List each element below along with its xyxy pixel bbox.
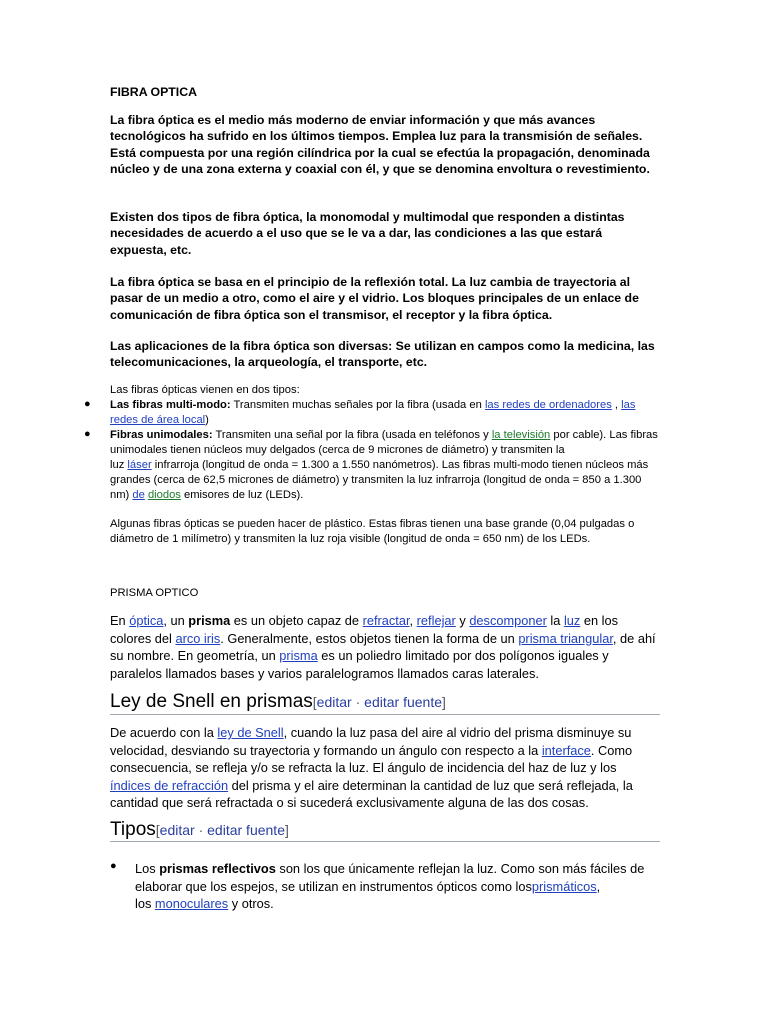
edit-source-link[interactable]: editar fuente: [207, 822, 285, 838]
tipos-t2: ,: [596, 878, 601, 894]
link-luz[interactable]: luz: [563, 613, 581, 628]
edit-separator: ·: [194, 822, 208, 838]
link-las[interactable]: las: [621, 399, 636, 411]
link-laser[interactable]: láser: [127, 459, 152, 471]
bullet-2-t6: emisores de luz (LEDs).: [180, 489, 304, 501]
edit-source-link[interactable]: editar fuente: [364, 694, 442, 710]
bullet-dot-icon: ●: [84, 428, 91, 440]
edit-close-bracket: ]: [284, 822, 289, 838]
bullet-dot-icon: ●: [84, 398, 91, 410]
fibra-p1-text: La fibra óptica es el medio más moderno de enviar información y que más avances tecnológicos ha sufrido en los últimos tiempos. Emplea luz para la transmisión de señales. Está compuesta por una región cilíndrica por la cual se efectúa la propagación, denominada núcleo y de una zona externa y coaxial con él, y que se denomina envoltura o revestimiento.: [110, 113, 650, 177]
link-ley-de-snell[interactable]: ley de Snell: [217, 725, 284, 740]
fibra-paragraph-2: [110, 209, 658, 258]
link-monoculares[interactable]: monoculares: [154, 896, 229, 912]
section-title-prisma: [110, 586, 658, 601]
link-redes-area-local[interactable]: redes de área local: [110, 414, 206, 426]
link-reflejar[interactable]: reflejar: [416, 613, 456, 628]
plastic-paragraph: [110, 517, 658, 547]
prisma-t4: y: [455, 613, 470, 628]
link-indices-refraccion[interactable]: índices de refracción: [110, 777, 229, 793]
prisma-t1: , un: [163, 613, 189, 628]
tipos-heading-text: Tipos: [110, 819, 156, 840]
tipos-t4: y otros.: [228, 896, 274, 912]
bullet-1-t1: Transmiten muchas señales por la fibra (usada en: [230, 399, 485, 411]
types-intro: [110, 383, 658, 398]
edit-open-bracket: [: [155, 822, 160, 838]
bullet-2-t4: infrarroja (longitud de onda = 1.300 a 1.550 nanómetros). Las fibras multi-modo tienen núcleos más grandes (cerca de 62,5 micrones de diámetro) y transmiten la luz infrarroja (longitud de onda = 850 a 1.300 nm): [110, 459, 649, 501]
link-optica[interactable]: óptica: [129, 613, 164, 628]
snell-t0: De acuerdo con la: [110, 725, 218, 740]
link-diodos[interactable]: diodos: [147, 489, 181, 501]
tipos-t3: los: [135, 896, 155, 912]
edit-open-bracket: [: [312, 694, 317, 710]
fibra-paragraph-1: [110, 112, 658, 178]
bullet-2-bold: Fibras unimodales:: [110, 429, 213, 441]
bullet-2-t2: por cable). Las fibras unimodales tienen núcleos muy delgados (cerca de 9 micrones de diámetro) y transmiten la: [110, 429, 658, 456]
link-prisma[interactable]: prisma: [279, 648, 318, 664]
link-prisma-triangular[interactable]: prisma triangular: [518, 630, 613, 646]
edit-separator: ·: [351, 694, 365, 710]
tipos-t1: son los que únicamente reflejan la luz. Como son más fáciles de elaborar que los espejos, se utilizan en instrumentos ópticos como los: [135, 861, 645, 894]
tipos-bold: prismas reflectivos: [159, 861, 276, 876]
fibra-p2-text: Existen dos tipos de fibra óptica, la monomodal y multimodal que responden a distintas necesidades de acuerdo a el uso que se le va a dar, las condiciones a las que estará expuesta, etc.: [110, 210, 625, 257]
link-descomponer[interactable]: descomponer: [469, 613, 547, 628]
heading-divider: [110, 841, 660, 842]
bullet-1-text: [110, 398, 658, 428]
snell-heading: [110, 690, 670, 714]
bullet-2-text: [110, 428, 658, 503]
heading-ley-de-snell: [110, 690, 670, 714]
snell-t2: . Como consecuencia, se refleja y/o se refracta la luz. El ángulo de incidencia del haz de luz y los: [110, 742, 633, 776]
types-intro-text: Las fibras ópticas vienen en dos tipos:: [110, 384, 300, 396]
edit-link[interactable]: editar: [159, 822, 195, 838]
snell-paragraph: [110, 724, 658, 812]
link-refractar[interactable]: refractar: [362, 613, 410, 628]
prisma-t9: es un poliedro limitado por dos polígonos iguales y paralelos llamados bases y varios paralelogramos llamados caras laterales.: [110, 648, 609, 681]
prisma-t8: , de ahí su nombre. En geometría, un: [110, 630, 656, 664]
tipos-bullet-text: [135, 860, 663, 913]
fibra-title: FIBRA OPTICA: [110, 85, 197, 99]
prisma-t5: la: [546, 613, 564, 628]
fibra-p3-text: La fibra óptica se basa en el principio de la reflexión total. La luz cambia de trayectoria al pasar de un medio a otro, como el aire y el vidrio. Los bloques principales de un enlace de comunicación de fibra óptica son el transmisor, el receptor y la fibra óptica.: [110, 275, 639, 322]
link-interface[interactable]: interface: [541, 742, 591, 758]
fibra-paragraph-3: [110, 274, 658, 323]
link-de[interactable]: de: [132, 489, 145, 501]
bullet-2-t1: Transmiten una señal por la fibra (usada en teléfonos y: [212, 429, 492, 441]
heading-divider: [110, 714, 660, 715]
prisma-paragraph: [110, 612, 658, 682]
link-arco-iris[interactable]: arco iris: [175, 630, 221, 646]
tipos-heading: [110, 818, 670, 842]
bullet-dot-icon: ●: [110, 860, 117, 872]
snell-t3: del prisma y el aire determinan la cantidad de luz que será reflejada, la cantidad que será refractada o si sucederá exclusivamente alguna de las dos cosas.: [110, 777, 633, 811]
prisma-bold: prisma: [188, 613, 231, 628]
edit-links: [156, 822, 289, 838]
prisma-title: PRISMA OPTICO: [110, 587, 199, 599]
fibra-p4-text: Las aplicaciones de la fibra óptica son diversas: Se utilizan en campos como la medicina, las telecomunicaciones, la arqueología, el transporte, etc.: [110, 339, 655, 370]
link-television[interactable]: la televisión: [491, 429, 551, 441]
prisma-t0: En: [110, 613, 130, 628]
bullet-1-t2: ,: [611, 399, 622, 411]
snell-t1: , cuando la luz pasa del aire al vidrio del prisma disminuye su velocidad, desviando su trayectoria y formando un ángulo con respecto a la: [110, 725, 632, 758]
tipos-t0: Los: [135, 861, 160, 876]
prisma-text: [110, 612, 658, 682]
bullet-1-t3: ): [205, 414, 209, 426]
section-title-fibra: [110, 84, 658, 100]
bullet-2-t3: luz: [110, 459, 128, 471]
plastic-text: Algunas fibras ópticas se pueden hacer de plástico. Estas fibras tienen una base grande (0,04 pulgadas o diámetro de 1 milímetro) y transmiten la luz roja visible (longitud de onda = 650 nm) de los LEDs.: [110, 518, 635, 545]
edit-links: [313, 694, 446, 710]
link-redes-ordenadores[interactable]: las redes de ordenadores: [484, 399, 612, 411]
edit-close-bracket: ]: [442, 694, 446, 710]
link-prismaticos[interactable]: prismáticos: [531, 878, 597, 894]
bullet-1-bold: Las fibras multi-modo:: [110, 399, 231, 411]
heading-tipos: [110, 818, 670, 842]
prisma-t7: . Generalmente, estos objetos tienen la forma de un: [220, 630, 519, 646]
fibra-paragraph-4: [110, 338, 658, 371]
edit-link[interactable]: editar: [316, 694, 352, 710]
snell-text: [110, 724, 658, 812]
prisma-t2: es un objeto capaz de: [230, 613, 363, 628]
prisma-t6: en los colores del: [110, 613, 619, 646]
prisma-t3: ,: [409, 613, 417, 628]
snell-heading-text: Ley de Snell en prismas: [110, 691, 313, 712]
